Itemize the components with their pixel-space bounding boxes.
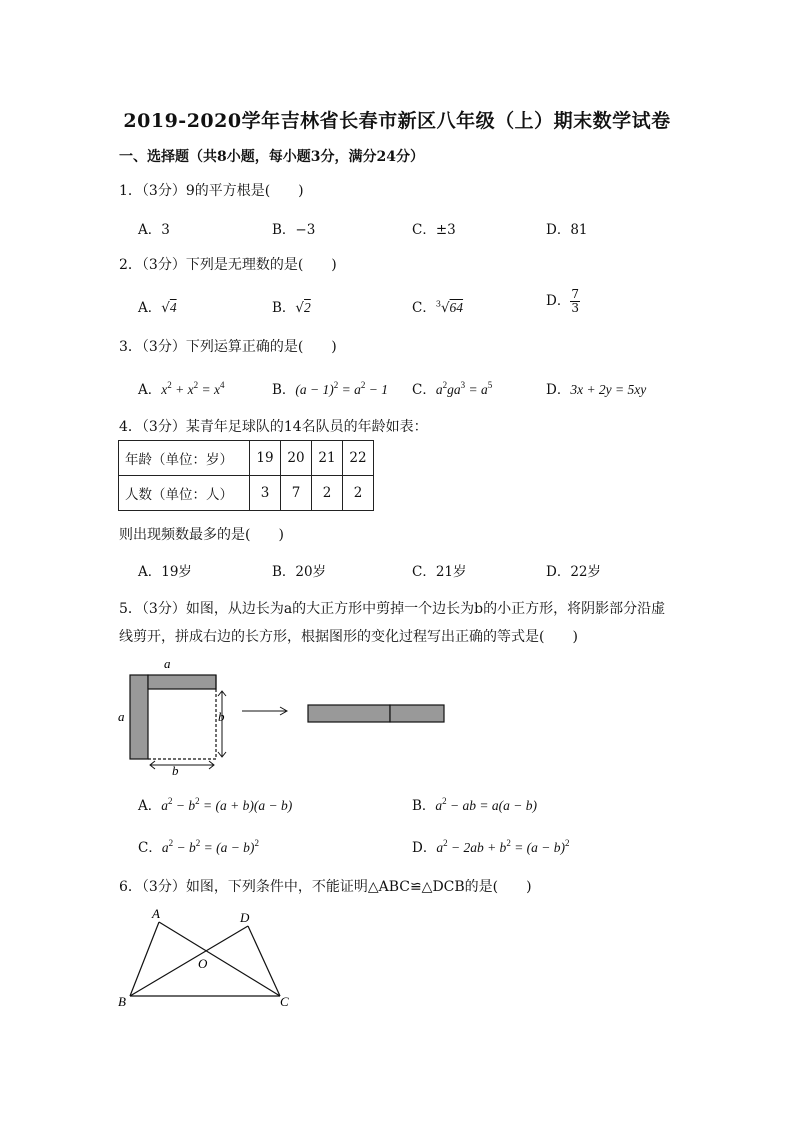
q2-option-a: [138, 296, 177, 316]
table-cell: 3: [250, 476, 281, 511]
point-d-label: D: [240, 910, 250, 925]
q2-d-fraction: [570, 288, 580, 315]
table-cell: 2: [343, 476, 374, 511]
q4-option-a: A．19岁: [138, 564, 192, 580]
question-2-stem: 2．（3分）下列是无理数的是( ): [119, 257, 337, 273]
q5-option-c: C．$a^2 - b^2 = (a - b)^2$: [138, 838, 259, 856]
q5-d-label: D．: [412, 840, 437, 856]
q2-option-d: [546, 288, 580, 315]
q2-b-label: B．: [272, 300, 296, 316]
table-row: [119, 441, 374, 476]
q3-option-c: C．$a^2ga^3 = a^5$: [412, 380, 493, 398]
page-title: 2019-2020学年吉林省长春市新区八年级（上）期末数学试卷: [123, 110, 671, 132]
table-cell: 20: [281, 441, 312, 476]
point-a-label: A: [152, 906, 160, 921]
q2-d-label: D．: [546, 293, 571, 309]
q2-a-label: A．: [138, 300, 162, 316]
q3-a-label: A．: [138, 382, 162, 398]
segment-ac: [159, 922, 280, 996]
q5-c-label: C．: [138, 840, 162, 856]
question-5-stem-line1: 5．（3分）如图，从边长为a的大正方形中剪掉一个边长为b的小正方形，将阴影部分沿虚: [119, 601, 666, 617]
q2-c-label: C．: [412, 300, 436, 316]
table-cell: 7: [281, 476, 312, 511]
table-row-header: 年龄（单位：岁）: [119, 441, 250, 476]
q3-d-label: D．: [546, 382, 571, 398]
rectangle-part-1: [308, 705, 390, 722]
q2-option-b: [272, 296, 311, 316]
point-c-label: C: [280, 994, 289, 1009]
q2-d-numerator: 7: [571, 287, 579, 301]
segment-dc: [248, 926, 280, 996]
q5-option-d: D．$a^2 - 2ab + b^2 = (a - b)^2$: [412, 838, 570, 856]
q4-option-d: D．22岁: [546, 564, 602, 580]
q1-option-a: A．3: [138, 222, 170, 238]
q5-square-figure: [110, 655, 460, 775]
question-5-stem-line2: 线剪开，拼成右边的长方形，根据图形的变化过程写出正确的等式是( ): [119, 629, 578, 645]
sqrt-symbol: √: [440, 300, 450, 316]
q5-b-label: B．: [412, 798, 436, 814]
shaded-left-strip: [130, 675, 148, 759]
question-3-stem: 3．（3分）下列运算正确的是( ): [119, 339, 337, 355]
sqrt-symbol: √: [161, 300, 170, 316]
q1-option-b: B．−3: [272, 222, 316, 238]
point-b-label: B: [118, 994, 126, 1009]
label-b-right: b: [218, 709, 225, 724]
shaded-top-strip: [148, 675, 216, 689]
q2-c-root-index: 3: [435, 299, 441, 309]
question-1-stem: 1．（3分）9的平方根是( ): [119, 183, 304, 199]
q3-option-d: [546, 378, 646, 398]
q6-triangle-figure: [112, 902, 312, 1012]
q3-b-label: B．: [272, 382, 296, 398]
q2-a-radicand: 4: [169, 300, 177, 315]
q2-c-radicand: 64: [449, 300, 464, 315]
q2-option-c: [412, 296, 463, 316]
section-heading: 一、选择题（共8小题，每小题3分，满分24分）: [119, 149, 424, 165]
table-cell: 2: [312, 476, 343, 511]
label-a-top: a: [164, 656, 171, 671]
label-a-left: a: [118, 709, 125, 724]
question-6-stem: 6．（3分）如图，下列条件中，不能证明△ABC≌△DCB的是( ): [119, 879, 532, 895]
q2-d-denominator: 3: [571, 301, 579, 315]
rectangle-part-2: [390, 705, 444, 722]
q5-a-label: A．: [138, 798, 162, 814]
segment-ab: [130, 922, 159, 996]
q4-option-b: B．20岁: [272, 564, 327, 580]
table-row-header: 人数（单位：人）: [119, 476, 250, 511]
table-cell: 19: [250, 441, 281, 476]
q1-option-c: C．±3: [412, 222, 456, 238]
table-cell: 21: [312, 441, 343, 476]
q3-option-a: A．$x^2 + x^2 = x^4$: [138, 380, 225, 398]
q1-option-d: D．81: [546, 222, 588, 238]
q3-c-label: C．: [412, 382, 436, 398]
q2-b-radicand: 2: [304, 300, 311, 315]
sqrt-symbol: √: [295, 300, 305, 316]
q5-option-b: B．$a^2$ − ab = a(a − b): [412, 796, 537, 814]
table-cell: 22: [343, 441, 374, 476]
q5-option-a: A．$a^2 - b^2 = (a + b)(a - b)$: [138, 796, 293, 814]
q4-option-c: C．21岁: [412, 564, 467, 580]
q3-option-b: B．$(a - 1)^2 = a^2 - 1$: [272, 380, 389, 398]
segment-db: [130, 926, 248, 996]
question-4-ask: 则出现频数最多的是( ): [119, 527, 284, 543]
age-frequency-table: [118, 440, 374, 511]
label-b-bottom: b: [172, 763, 179, 775]
q3-d-expression: 3x + 2y = 5xy: [570, 382, 647, 397]
point-o-label: O: [198, 956, 208, 971]
question-4-stem: 4．（3分）某青年足球队的14名队员的年龄如表：: [119, 419, 428, 435]
table-row: [119, 476, 374, 511]
